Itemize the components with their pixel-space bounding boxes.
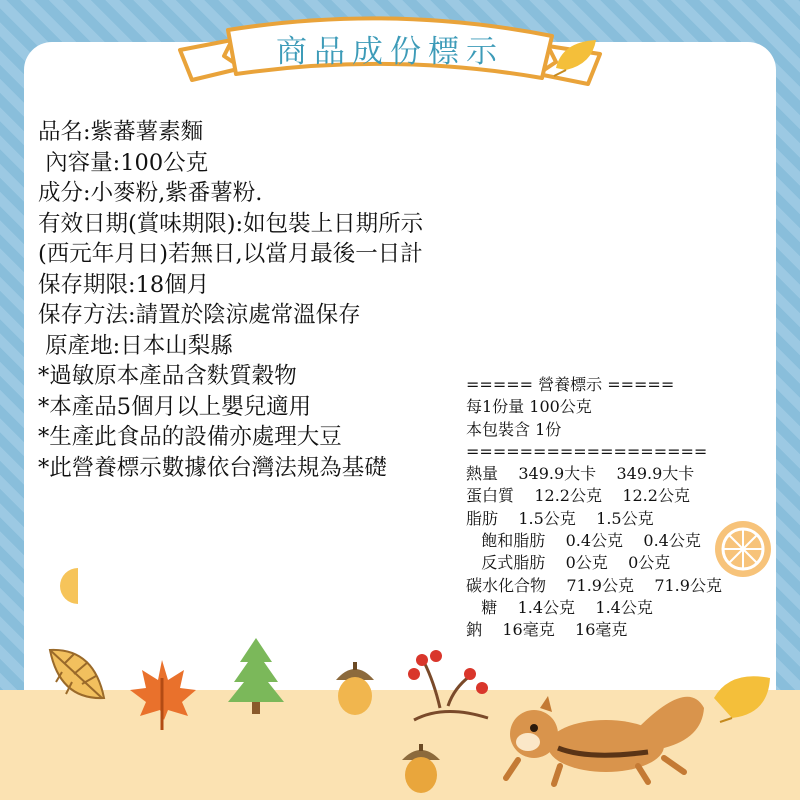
serving-size: 每1份量 100公克 (466, 397, 592, 417)
servings-per-pack: 本包裝含 1份 (466, 419, 562, 439)
allergen-note: *過敏原本產品含麩質穀物 (38, 363, 297, 389)
product-name-line: 品名:紫蕃薯素麵 (38, 119, 204, 145)
nutrient-row-carbohydrate: 碳水化合物 71.9公克 71.9公克 (466, 575, 722, 595)
storage-line: 保存方法:請置於陰涼處常溫保存 (38, 302, 361, 328)
berry-branch-icon (404, 648, 490, 728)
maple-leaf-icon (126, 658, 198, 732)
expiry-note-line: (西元年月日)若無日,以當月最後一日計 (38, 241, 423, 267)
ingredients-line: 成分:小麥粉,紫番薯粉. (38, 180, 263, 206)
nutrition-divider: ================== (466, 441, 708, 461)
regulation-note: *此營養標示數據依台灣法規為基礎 (38, 454, 387, 481)
nutrient-row-protein: 蛋白質 12.2公克 12.2公克 (466, 486, 690, 506)
title-banner (170, 6, 610, 98)
banner-title: 商品成份標示 (276, 34, 504, 70)
orange-slice-icon (712, 518, 774, 580)
pine-tree-icon (226, 636, 286, 716)
infant-note: *本產品5個月以上嬰兒適用 (38, 393, 312, 420)
half-moon-icon (56, 566, 80, 606)
ginkgo-leaf-icon (552, 38, 602, 78)
product-info (38, 117, 423, 483)
chipmunk-icon (488, 668, 710, 794)
soy-note: *生產此食品的設備亦處理大豆 (38, 424, 342, 450)
nutrient-row-trans-fat: 反式脂肪 0公克 0公克 (466, 553, 671, 573)
leaf-icon (44, 642, 110, 708)
ginkgo-leaf-icon-2 (710, 668, 774, 724)
expiry-line: 有效日期(賞味期限):如包裝上日期所示 (38, 210, 424, 237)
acorn-icon (330, 656, 380, 718)
acorn-icon-2 (396, 740, 446, 796)
nutrient-row-sugar: 糖 1.4公克 1.4公克 (466, 597, 653, 617)
nutrition-header: ===== 營養標示 ===== (466, 375, 675, 394)
nutrient-row-fat: 脂肪 1.5公克 1.5公克 (466, 508, 654, 528)
nutrient-row-sodium: 鈉 16毫克 16毫克 (466, 620, 628, 640)
origin-line: 原產地:日本山梨縣 (38, 332, 233, 359)
shelf-life-line: 保存期限:18個月 (38, 271, 210, 298)
nutrient-row-saturated-fat: 飽和脂肪 0.4公克 0.4公克 (466, 531, 701, 551)
nutrient-row-energy: 熱量 349.9大卡 349.9大卡 (466, 464, 695, 484)
nutrition-label (466, 374, 722, 642)
net-content-line: 內容量:100公克 (38, 149, 209, 176)
